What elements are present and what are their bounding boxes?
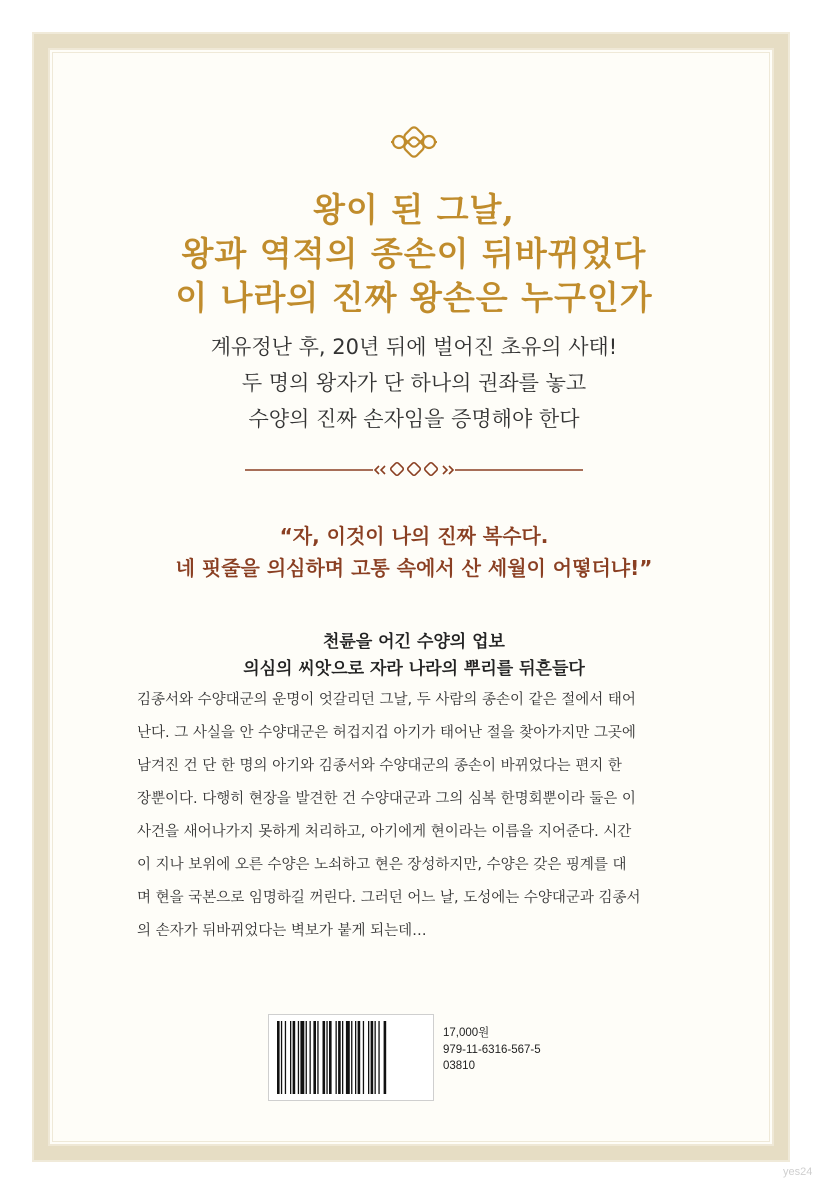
barcode-bar <box>363 1021 364 1094</box>
synopsis-line: 장뿐이다. 다행히 현장을 발견한 건 수양대군과 그의 심복 한명회뿐이라 둘은 이 <box>137 791 636 807</box>
section-title-1: 천륜을 어긴 수양의 업보 <box>323 632 505 652</box>
subheadline-line-1: 계유정난 후, 20년 뒤에 벌어진 초유의 사태! <box>210 335 618 359</box>
barcode-bar <box>342 1021 343 1094</box>
synopsis-line: 남겨진 건 단 한 명의 아기와 김종서와 수양대군의 종손이 바뀌었다는 편지 한 <box>137 758 622 774</box>
barcode-bar <box>300 1021 304 1094</box>
synopsis-line: 김종서와 수양대군의 운명이 엇갈리던 그날, 두 사람의 종손이 같은 절에서 태어 <box>137 692 636 708</box>
synopsis-line: 의 손자가 뒤바뀌었다는 벽보가 붙게 되는데… <box>137 923 427 939</box>
barcode-bar <box>358 1021 361 1094</box>
barcode-bar <box>351 1021 352 1094</box>
knot-divider-icon <box>245 458 583 482</box>
headline-line-2: 왕과 역적의 종손이 뒤바뀌었다 <box>181 234 647 273</box>
barcode-icon <box>269 1015 433 1100</box>
barcode-bar <box>285 1021 286 1094</box>
barcode-bar <box>293 1021 296 1094</box>
subheadline-line-3: 수양의 진짜 손자임을 증명해야 한다 <box>248 407 580 431</box>
headline-line-1: 왕이 된 그날, <box>313 190 515 229</box>
barcode-bar <box>371 1021 374 1094</box>
barcode-bar <box>310 1021 311 1094</box>
synopsis-line: 사건을 새어나가지 못하게 처리하고, 아기에게 현이라는 이름을 지어준다. 시간 <box>137 824 632 840</box>
barcode-bar <box>317 1021 318 1094</box>
barcode-bar <box>336 1021 337 1094</box>
quote-line-1: “자, 이것이 나의 진짜 복수다. <box>279 524 549 548</box>
barcode-bar <box>384 1021 387 1094</box>
synopsis-line: 이 지나 보위에 오른 수양은 노쇠하고 현은 장성하지만, 수양은 갖은 핑계를 대 <box>137 857 627 873</box>
barcode <box>268 1014 434 1101</box>
knot-ornament-icon <box>389 122 439 162</box>
watermark: yes24 <box>783 1166 813 1178</box>
barcode-bar <box>338 1021 341 1094</box>
quote-line-2: 네 핏줄을 의심하며 고통 속에서 산 세월이 어떻더냐!” <box>175 556 653 580</box>
price-label: 17,000원 <box>443 1027 490 1039</box>
subheadline-line-2: 두 명의 왕자가 단 하나의 권좌를 놓고 <box>241 371 587 395</box>
barcode-bar <box>355 1021 356 1094</box>
barcode-bar <box>313 1021 316 1094</box>
barcode-bar <box>368 1021 369 1094</box>
barcode-bar <box>281 1021 282 1094</box>
synopsis-line: 난다. 그 사실을 안 수양대군은 허겁지겁 아기가 태어난 절을 찾아가지만 그곳에 <box>137 725 636 741</box>
headline-line-3: 이 나라의 진짜 왕손은 누구인가 <box>175 278 653 317</box>
barcode-bar <box>298 1021 299 1094</box>
barcode-bar <box>378 1021 379 1094</box>
barcode-bar <box>329 1021 332 1094</box>
isbn-label: 979-11-6316-567-5 <box>443 1044 541 1056</box>
synopsis-paragraph <box>137 684 692 948</box>
synopsis-line: 며 현을 국본으로 임명하길 꺼린다. 그러던 어느 날, 도성에는 수양대군과 김종서 <box>137 890 641 906</box>
section-title-2: 의심의 씨앗으로 자라 나라의 뿌리를 뒤흔들다 <box>243 659 585 679</box>
barcode-bar <box>277 1021 280 1094</box>
barcode-bar <box>326 1021 327 1094</box>
barcode-bar <box>375 1021 376 1094</box>
barcode-bar <box>306 1021 307 1094</box>
barcode-bar <box>290 1021 291 1094</box>
isbn-addon-code: 03810 <box>443 1060 475 1072</box>
barcode-bar <box>323 1021 326 1094</box>
barcode-bar <box>346 1021 350 1094</box>
